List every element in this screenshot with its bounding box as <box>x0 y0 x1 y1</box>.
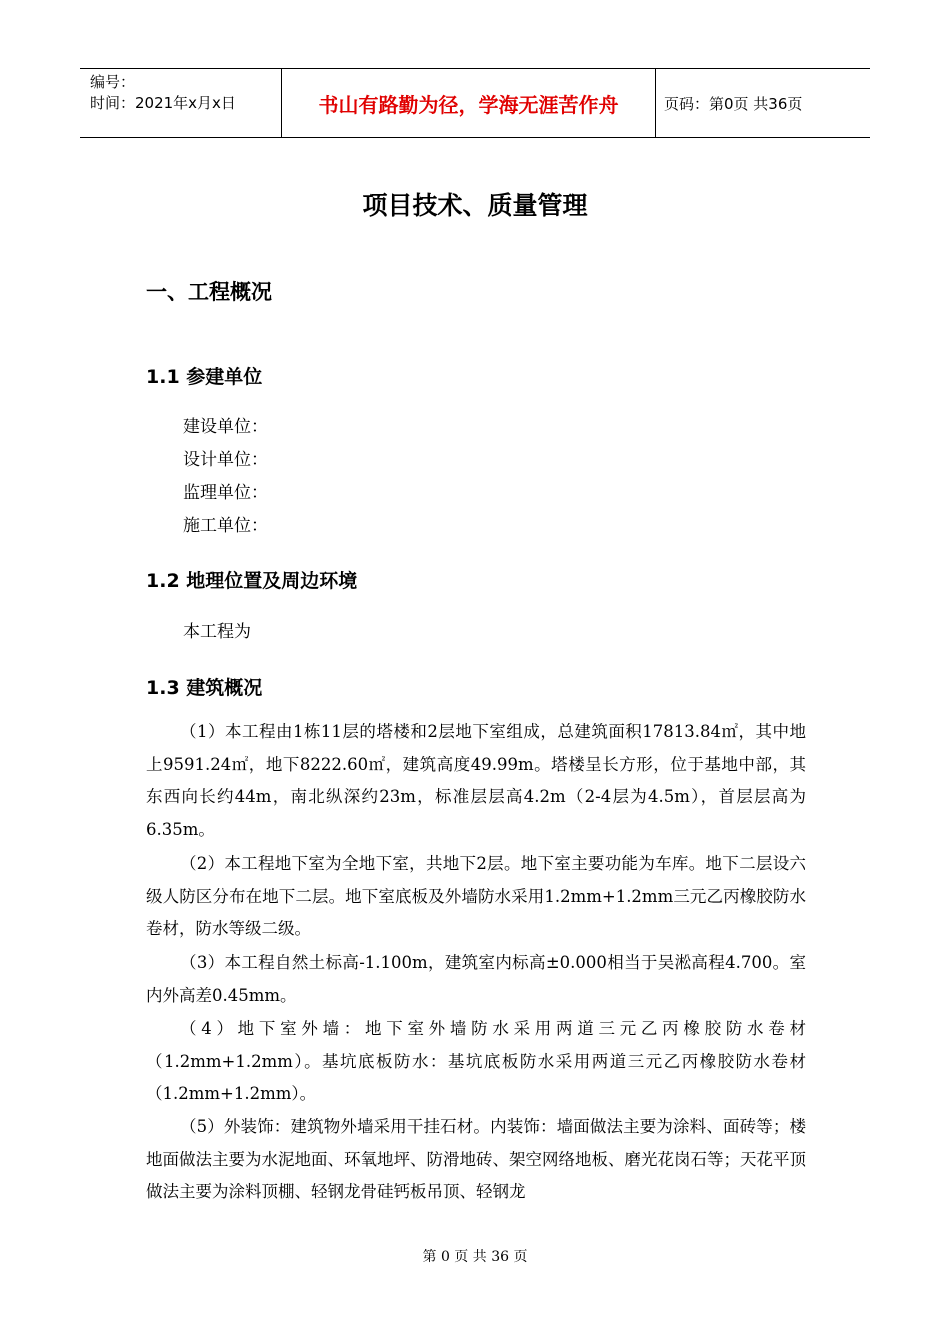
unit-line-construction: 建设单位： <box>183 417 268 437</box>
document-date: 时间：2021年x月x日 <box>90 94 236 112</box>
unit-line-contractor: 施工单位： <box>183 516 268 536</box>
paragraph-2: （2）本工程地下室为全地下室，共地下2层。地下室主要功能为车库。地下二层设六级人防区分布在地下二层。地下室底板及外墙防水采用1.2mm+1.2mm三元乙丙橡胶防水卷材，防水等级二级。 <box>146 854 806 939</box>
unit-line-supervision: 监理单位： <box>183 483 268 503</box>
paragraph-4: （4）地下室外墙：地下室外墙防水采用两道三元乙丙橡胶防水卷材（1.2mm+1.2mm）。基坑底板防水：基坑底板防水采用两道三元乙丙橡胶防水卷材（1.2mm+1.2mm）。 <box>146 1019 806 1104</box>
paragraph-1: （1）本工程由1栋11层的塔楼和2层地下室组成，总建筑面积17813.84㎡，其中地上9591.24㎡，地下8222.60㎡，建筑高度49.99m。塔楼呈长方形，位于基地中部，其东西向长约44m，南北纵深约23m，标准层层高4.2m（2-4层为4.5m），首层层高为6.35m。 <box>146 722 806 839</box>
paragraph-3: （3）本工程自然土标高-1.100m，建筑室内标高±0.000相当于吴淞高程4.700。室内外高差0.45mm。 <box>146 953 806 1005</box>
header-page-info: 页码：第0页 共36页 <box>664 94 803 113</box>
subsection-heading-participants: 1.1 参建单位 <box>146 366 263 388</box>
page-footer: 第 0 页 共 36 页 <box>422 1249 528 1265</box>
document-number-label: 编号： <box>90 73 136 91</box>
subsection-heading-location: 1.2 地理位置及周边环境 <box>146 570 358 592</box>
document-title: 项目技术、质量管理 <box>362 191 588 220</box>
header-meta <box>80 69 282 137</box>
page-header <box>80 68 870 138</box>
subsection-heading-building: 1.3 建筑概况 <box>146 677 263 699</box>
section-heading-overview: 一、工程概况 <box>146 280 272 304</box>
header-motto: 书山有路勤为径，学海无涯苦作舟 <box>282 69 656 137</box>
unit-line-design: 设计单位： <box>183 450 268 470</box>
location-text: 本工程为 <box>183 622 251 642</box>
paragraph-5: （5）外装饰：建筑物外墙采用干挂石材。内装饰：墙面做法主要为涂料、面砖等；楼地面做法主要为水泥地面、环氧地坪、防滑地砖、架空网络地板、磨光花岗石等；天花平顶做法主要为涂料顶棚、轻钢龙骨硅钙板吊顶、轻钢龙 <box>146 1117 806 1202</box>
